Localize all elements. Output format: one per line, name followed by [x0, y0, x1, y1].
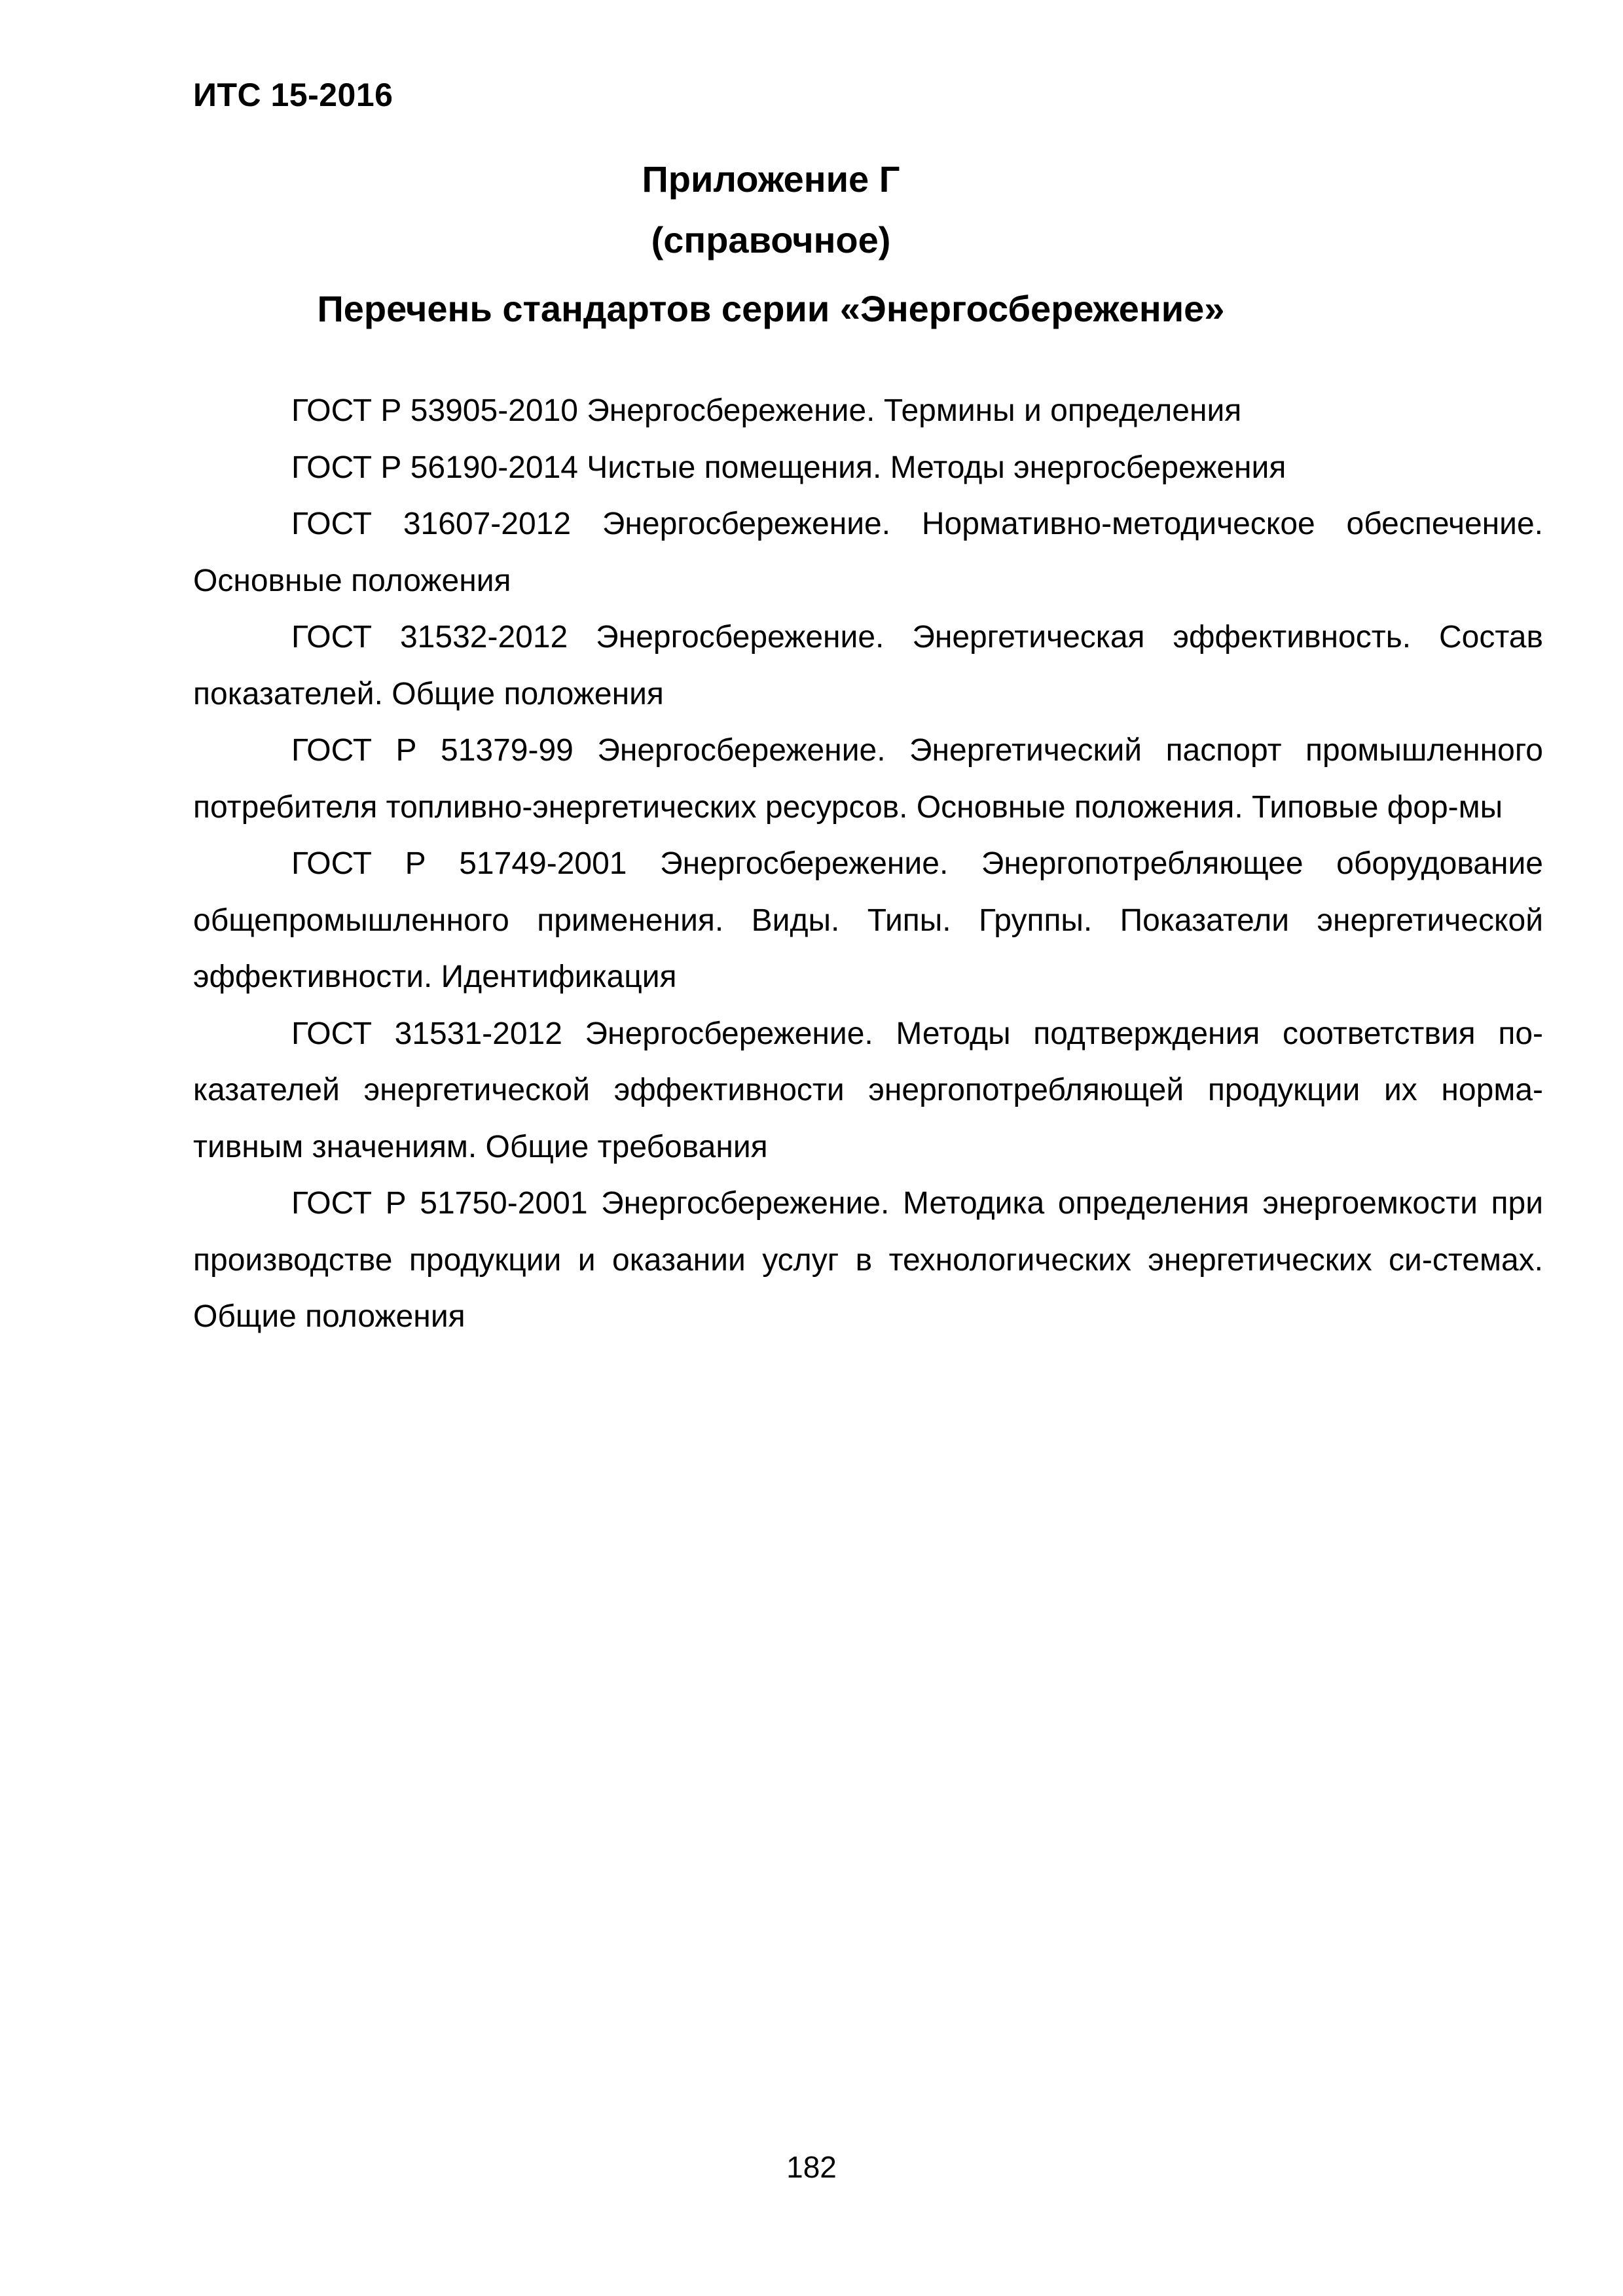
list-item: ГОСТ 31532-2012 Энергосбережение. Энергетическая эффективность. Состав показателей. Общие положения	[193, 620, 1543, 711]
list-item: ГОСТ Р 51379-99 Энергосбережение. Энергетический паспорт промышленного потребителя топливно-энергетических ресурсов. Основные положения. Типовые фор-мы	[193, 733, 1543, 825]
appendix-subtitle: (справочное)	[651, 219, 891, 260]
list-item: ГОСТ Р 51750-2001 Энергосбережение. Методика определения энергоемкости при производстве продукции и оказании услуг в технологических энергетических си-стемах. Общие положения	[193, 1186, 1543, 1334]
page-number: 182	[786, 2150, 837, 2184]
list-item: ГОСТ Р 53905-2010 Энергосбережение. Термины и определения	[291, 393, 1242, 428]
document-code: ИТС 15-2016	[193, 77, 393, 113]
list-item: ГОСТ 31531-2012 Энергосбережение. Методы подтверждения соответствия по-казателей энергетической эффективности энергопотребляющей продукции их норма-тивным значениям. Общие требования	[193, 1016, 1543, 1164]
list-item: ГОСТ Р 56190-2014 Чистые помещения. Методы энергосбережения	[291, 450, 1286, 485]
appendix-title: Приложение Г	[642, 158, 900, 200]
appendix-caption: Перечень стандартов серии «Энергосбережение»	[317, 288, 1225, 329]
standards-list	[193, 383, 1543, 1346]
list-item: ГОСТ Р 51749-2001 Энергосбережение. Энергопотребляющее оборудование общепромышленного применения. Виды. Типы. Группы. Показатели энергетической эффективности. Идентификация	[193, 846, 1543, 994]
list-item: ГОСТ 31607-2012 Энергосбережение. Нормативно-методическое обеспечение. Основные положения	[193, 507, 1543, 598]
